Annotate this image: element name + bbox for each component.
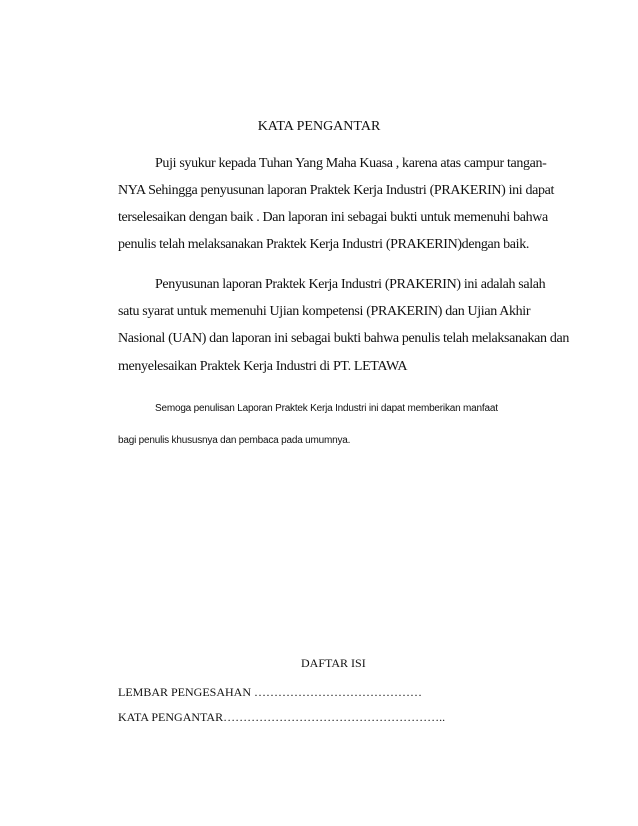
paragraph2-line-3: Nasional (UAN) dan laporan ini sebagai bukti bahwa penulis telah melaksanakan dan [118, 331, 570, 346]
paragraph3-line-1: Semoga penulisan Laporan Praktek Kerja Industri ini dapat memberikan manfaat [155, 403, 498, 414]
paragraph2-line-4: menyelesaikan Praktek Kerja Industri di PT. LETAWA [118, 359, 408, 374]
kata-pengantar-title: KATA PENGANTAR [257, 119, 381, 134]
toc-entry-lembar-pengesahan: LEMBAR PENGESAHAN …………………………………… [118, 685, 423, 699]
paragraph1-line-1: Puji syukur kepada Tuhan Yang Maha Kuasa , karena atas campur tangan- [155, 156, 547, 171]
paragraph2-line-2: satu syarat untuk memenuhi Ujian kompetensi (PRAKERIN) dan Ujian Akhir [118, 304, 531, 319]
paragraph3-line-2: bagi penulis khususnya dan pembaca pada umumnya. [118, 435, 351, 446]
daftar-isi-title: DAFTAR ISI [301, 656, 366, 670]
paragraph2-line-1: Penyusunan laporan Praktek Kerja Industri (PRAKERIN) ini adalah salah [155, 277, 546, 292]
paragraph1-line-2: NYA Sehingga penyusunan laporan Praktek Kerja Industri (PRAKERIN) ini dapat [118, 183, 555, 198]
toc-entry-kata-pengantar: KATA PENGANTAR……………………………………………….. [118, 710, 446, 724]
paragraph1-line-3: terselesaikan dengan baik . Dan laporan ini sebagai bukti untuk memenuhi bahwa [118, 210, 548, 225]
paragraph1-line-4: penulis telah melaksanakan Praktek Kerja Industri (PRAKERIN)dengan baik. [118, 237, 530, 252]
